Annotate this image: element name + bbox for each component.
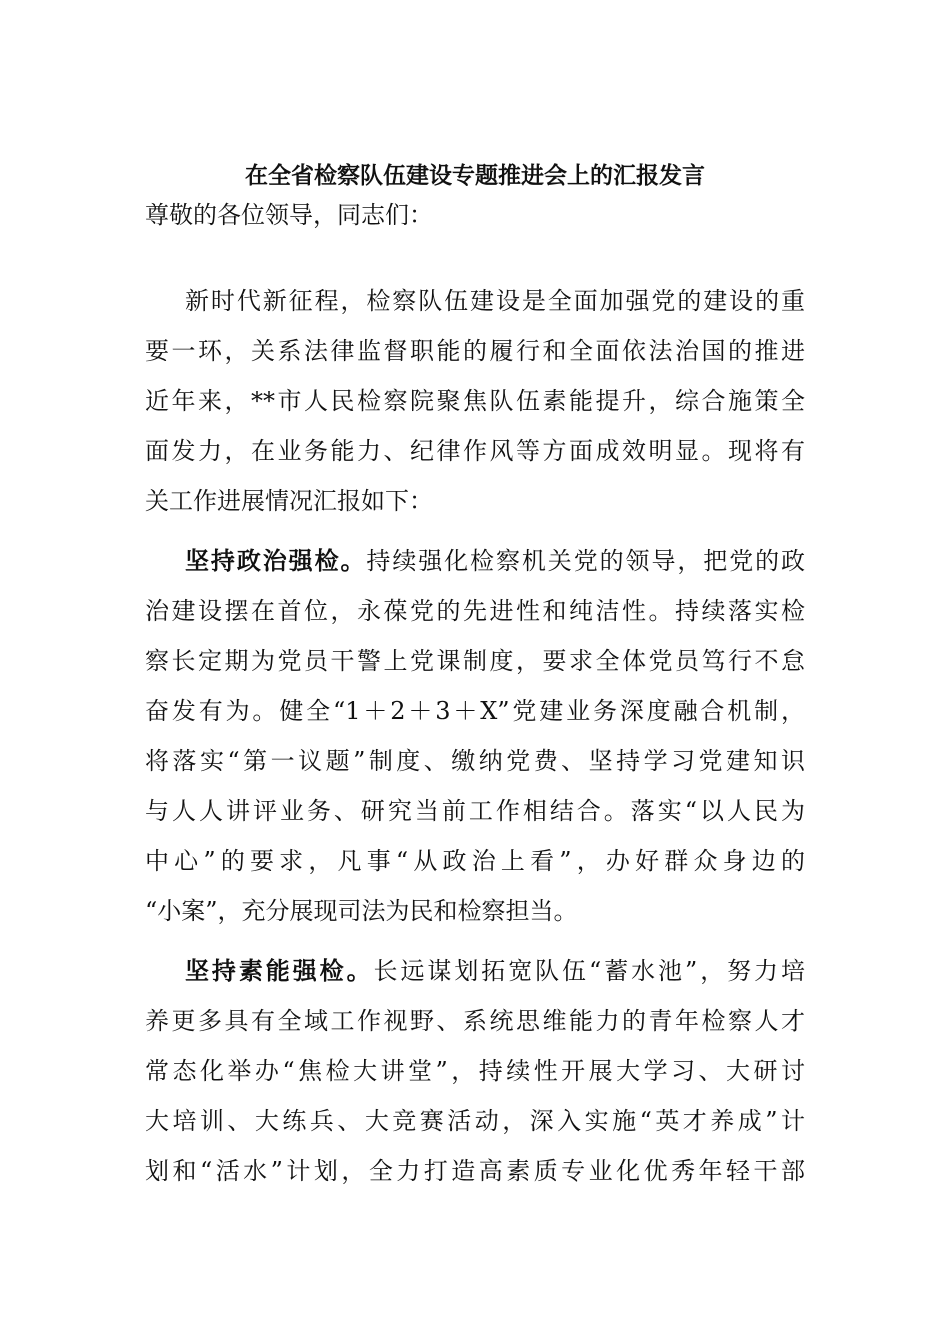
paragraph-line: 关工作进展情况汇报如下： [145,487,433,515]
paragraph-first-line-text: 长远谋划拓宽队伍“蓄水池”，努力培 [373,957,805,985]
paragraph-line: 察长定期为党员干警上党课制度，要求全体党员笃行不怠 [145,647,805,675]
paragraph-lead-heading: 坚持政治强检。 [185,546,367,575]
paragraph-line: 新时代新征程，检察队伍建设是全面加强党的建设的重 [185,287,805,315]
paragraph-line: 养更多具有全域工作视野、系统思维能力的青年检察人才 [145,1007,805,1035]
paragraph-lead-heading: 坚持素能强检。 [185,956,374,985]
paragraph-line: 近年来，**市人民检察院聚焦队伍素能提升，综合施策全 [145,387,805,415]
paragraph-line: 奋发有为。健全“1＋2＋3＋X”党建业务深度融合机制， [145,697,805,725]
paragraph-line: 要一环，关系法律监督职能的履行和全面依法治国的推进 [145,337,805,365]
paragraph-line: 常态化举办“焦检大讲堂”，持续性开展大学习、大研讨 [145,1057,805,1085]
paragraph-line: 划和“活水”计划，全力打造高素质专业化优秀年轻干部 [145,1157,805,1185]
paragraph-intro [145,276,805,526]
paragraph-line: 面发力，在业务能力、纪律作风等方面成效明显。现将有 [145,437,805,465]
paragraph-line: 将落实“第一议题”制度、缴纳党费、坚持学习党建知识 [145,747,805,775]
paragraph-line: 治建设摆在首位，永葆党的先进性和纯洁性。持续落实检 [145,597,805,625]
paragraph-first-line [145,536,805,586]
document-title: 在全省检察队伍建设专题推进会上的汇报发言 [245,162,705,189]
paragraph-political [145,536,805,936]
paragraph-competence [145,946,805,1196]
paragraph-line: 与人人讲评业务、研究当前工作相结合。落实“以人民为 [145,797,805,825]
paragraph-line: 中心”的要求，凡事“从政治上看”，办好群众身边的 [145,847,805,875]
paragraph-line: 大培训、大练兵、大竞赛活动，深入实施“英才养成”计 [145,1107,805,1135]
paragraph-first-line-text: 持续强化检察机关党的领导，把党的政 [366,547,805,575]
salutation: 尊敬的各位领导，同志们： [145,201,433,229]
paragraph-line: “小案”，充分展现司法为民和检察担当。 [145,897,578,925]
paragraph-first-line [145,946,805,996]
